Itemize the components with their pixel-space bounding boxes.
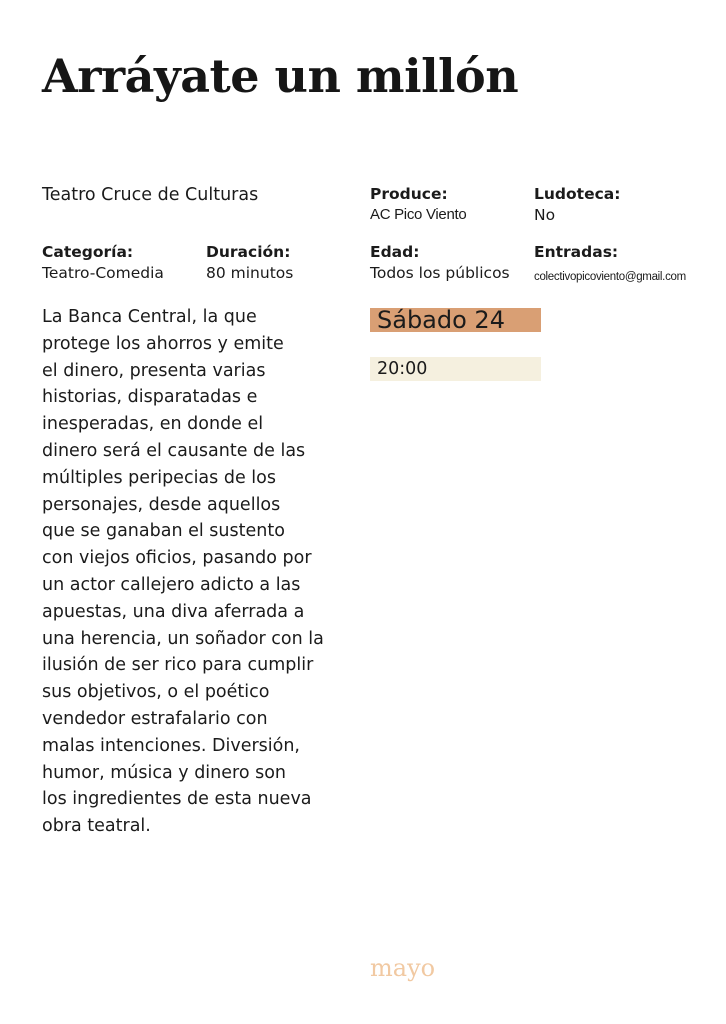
performance-date: Sábado 24: [377, 306, 505, 334]
category-value: Teatro-Comedia: [42, 264, 164, 282]
ludoteca-value: No: [534, 206, 556, 224]
age-field: [370, 242, 510, 284]
description-line: el dinero, presenta varias: [42, 360, 266, 381]
duration-field: [206, 242, 293, 284]
description-line: historias, disparatadas e: [42, 387, 258, 408]
venue-name: Teatro Cruce de Culturas: [42, 185, 259, 205]
produce-label: Produce:: [370, 185, 448, 203]
age-label: Edad:: [370, 243, 420, 261]
tickets-email[interactable]: colectivopicoviento@gmail.com: [534, 271, 686, 283]
description-line: múltiples peripecias de los: [42, 467, 276, 488]
description-line: una herencia, un soñador con la: [42, 628, 324, 649]
description-line: personajes, desde aquellos: [42, 494, 281, 515]
description-line: inesperadas, en donde el: [42, 414, 264, 435]
description-line: vendedor estrafalario con: [42, 708, 268, 729]
description-line: protege los ahorros y emite: [42, 333, 284, 354]
duration-label: Duración:: [206, 243, 291, 261]
description-line: humor, música y dinero son: [42, 762, 287, 783]
performance-time: 20:00: [377, 359, 428, 379]
description-line: ilusión de ser rico para cumplir: [42, 655, 314, 676]
description-line: los ingredientes de esta nueva: [42, 789, 312, 810]
description-line: con viejos oficios, pasando por: [42, 548, 312, 569]
category-field: [42, 242, 164, 284]
tickets-label: Entradas:: [534, 243, 619, 261]
produce-field: [370, 184, 466, 226]
description-line: sus objetivos, o el poético: [42, 682, 270, 703]
description-line: que se ganaban el sustento: [42, 521, 285, 542]
produce-value: AC Pico Viento: [370, 206, 467, 223]
description-line: La Banca Central, la que: [42, 307, 257, 327]
duration-value: 80 minutos: [206, 264, 294, 282]
description: [42, 304, 332, 840]
description-line: malas intenciones. Diversión,: [42, 735, 300, 756]
description-line: un actor callejero adicto a las: [42, 574, 301, 595]
description-line: obra teatral.: [42, 816, 151, 837]
age-value: Todos los públicos: [370, 264, 510, 282]
category-label: Categoría:: [42, 243, 134, 261]
ludoteca-field: [534, 184, 620, 226]
page-title: Arráyate un millón: [42, 49, 519, 103]
month-label: mayo: [370, 954, 436, 982]
tickets-field: [534, 242, 686, 288]
ludoteca-label: Ludoteca:: [534, 185, 621, 203]
description-line: apuestas, una diva aferrada a: [42, 601, 305, 622]
description-line: dinero será el causante de las: [42, 440, 306, 461]
